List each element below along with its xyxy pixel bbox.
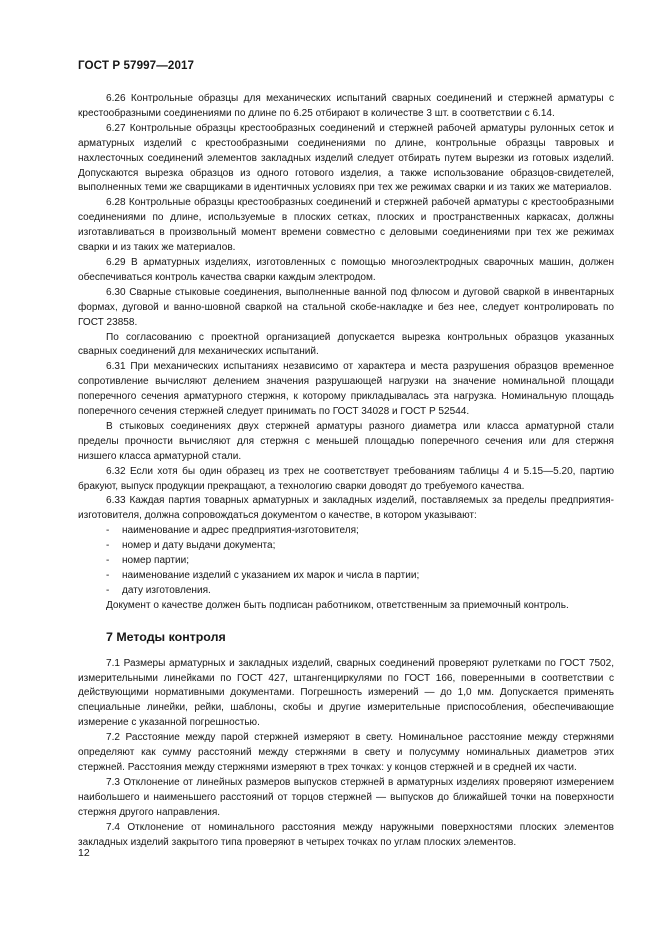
list-item bbox=[78, 539, 614, 554]
paragraph-signature-note: Документ о качестве должен быть подписан работником, ответственным за приемочный контроль. bbox=[106, 599, 569, 611]
paragraph-7-2: 7.2 Расстояние между парой стержней измеряют в свету. Номинальное расстояние между стержнями определяют как сумму расстояний между стержнями в свету и полусумму номинальных диаметров этих стержней. Расстояния между стержнями измеряют в трех точках: у концов стержней и в средней их части. bbox=[78, 732, 614, 773]
section-heading: 7 Методы контроля bbox=[106, 629, 226, 644]
list-dash: - bbox=[106, 540, 110, 552]
page-body bbox=[78, 92, 614, 850]
paragraph-6-30-note: По согласованию с проектной организацией допускается вырезка контрольных образцов указанных сварных соединений для механических испытаний. bbox=[78, 331, 614, 358]
paragraph-6-31-note: В стыковых соединениях двух стержней арматуры разного диаметра или класса арматурной стали пределы прочности вычисляют для стержня с меньшей площадью поперечного сечения или для стержня низшего класса арматурной стали. bbox=[78, 420, 614, 462]
list-item bbox=[78, 584, 614, 599]
standard-designation: ГОСТ Р 57997—2017 bbox=[78, 59, 195, 72]
list-item-text: наименование и адрес предприятия-изготовителя; bbox=[122, 525, 359, 537]
list-dash: - bbox=[106, 584, 110, 596]
paragraph-7-1: 7.1 Размеры арматурных и закладных изделий, сварных соединений проверяют рулетками по ГОСТ 7502, измерительными линейками по ГОСТ 427, штангенциркулями по ГОСТ 166, поверенными в соответствии с действующими нормативными документами. Погрешность измерений — до 1,0 мм. Допускается применять специальные линейки, рейки, шаблоны, скобы и другие измерительные приспособления, обеспечивающие измерение с указанной погрешностью. bbox=[78, 657, 614, 729]
paragraph-6-29: 6.29 В арматурных изделиях, изготовленных с помощью многоэлектродных сварочных машин, должен обеспечиваться контроль качества сварки каждым электродом. bbox=[78, 256, 614, 283]
list-dash: - bbox=[106, 570, 110, 581]
list-item-text: номер партии; bbox=[122, 555, 190, 567]
page-number: 12 bbox=[78, 847, 90, 859]
list-item bbox=[78, 569, 614, 584]
paragraph-7-4: 7.4 Отклонение от номинального расстояния между наружными поверхностями плоских элементов закладных изделий закрытого типа проверяют в четырех точках по углам плоских элементов. bbox=[78, 821, 614, 848]
list-item-text: наименование изделий с указанием их марок и числа в партии; bbox=[122, 570, 420, 581]
paragraph-6-32: 6.32 Если хотя бы один образец из трех не соответствует требованиям таблицы 4 и 5.15—5.20, партию бракуют, выпуск продукции прекращают, а технологию сварки доводят до требуемого качества. bbox=[78, 465, 614, 492]
paragraph-6-30: 6.30 Сварные стыковые соединения, выполненные ванной под флюсом и дуговой сваркой в инвентарных формах, дуговой и ванно-шовной сваркой на стальной скобе-накладке и без нее, следует контролировать по ГОСТ 23858. bbox=[78, 286, 614, 328]
list-item-text: дату изготовления. bbox=[122, 584, 211, 596]
quality-document-list bbox=[78, 524, 614, 599]
paragraph-6-31: 6.31 При механических испытаниях независимо от характера и места разрушения образцов временное сопротивление вычисляют делением значения разрушающей нагрузки на значение номинальной площади поперечного сечения арматурного стержня, к которому прикладывалась эта нагрузка. Номинальную площадь поперечного сечения стержней следует принимать по ГОСТ 34028 и ГОСТ Р 52544. bbox=[78, 361, 614, 418]
paragraph-6-27: 6.27 Контрольные образцы крестообразных соединений и стержней рабочей арматуры рулонных сеток и арматурных изделий с крестообразными соединениями по длине, контрольные образцы тавровых и нахлесточных соединений элементов закладных изделий следует отбирать путем вырезки из готовых изделий. Допускаются вырезка образцов из одного готового изделия, а также использование образцов-свидетелей, выполненных теми же сварщиками в идентичных условиях при тех же режимах сварки и из таких же материалов. bbox=[78, 122, 614, 194]
paragraph-6-26: 6.26 Контрольные образцы для механических испытаний сварных соединений и стержней арматуры с крестообразными соединениями по длине по 6.25 отбирают в количестве 3 шт. в соответствии с 6.14. bbox=[78, 93, 614, 119]
paragraph-6-33: 6.33 Каждая партия товарных арматурных и закладных изделий, поставляемых за пределы предприятия-изготовителя, должна сопровождаться документом о качестве, в котором указывают: bbox=[78, 495, 614, 522]
list-dash: - bbox=[106, 555, 110, 567]
paragraph-7-3: 7.3 Отклонение от линейных размеров выпусков стержней в арматурных изделиях проверяют измерением наибольшего и наименьшего расстояний от торцов стержней — выпусков до ближайшей точки на поверхности стержня другого направления. bbox=[78, 776, 614, 818]
list-item bbox=[78, 524, 614, 539]
list-item-text: номер и дату выдачи документа; bbox=[122, 540, 276, 552]
list-item bbox=[78, 554, 614, 569]
paragraph-6-28: 6.28 Контрольные образцы крестообразных соединений и стержней рабочей арматуры с крестообразными соединениями по длине, используемые в плоских сетках, плоских и пространственных каркасах, должны изготавливаться в произвольный момент времени совместно с деловыми соединениями при тех же режимах сварки и из таких же материалов. bbox=[78, 197, 614, 254]
list-dash: - bbox=[106, 525, 110, 537]
